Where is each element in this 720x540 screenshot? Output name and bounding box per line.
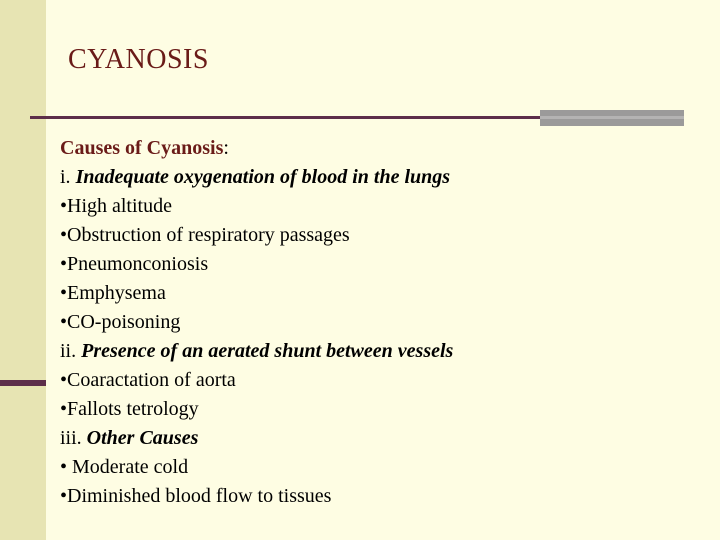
list-item: •Diminished blood flow to tissues	[60, 485, 332, 507]
sidebar-accent-bar	[0, 380, 46, 386]
list-item: •High altitude	[60, 195, 172, 217]
group-heading-text: Presence of an aerated shunt between vessels	[81, 340, 454, 362]
left-sidebar-band	[0, 0, 46, 540]
group-heading-text: Inadequate oxygenation of blood in the lungs	[75, 166, 451, 188]
group-heading-1	[60, 163, 700, 192]
list-item: •Pneumonconiosis	[60, 253, 209, 275]
causes-heading: Causes of Cyanosis	[60, 137, 224, 159]
group-heading-text: Other Causes	[86, 427, 199, 449]
list-item: •Fallots tetrology	[60, 398, 199, 420]
title-divider-grey-line	[540, 116, 684, 119]
group-prefix: ii.	[60, 340, 82, 362]
group-prefix: i.	[60, 166, 76, 188]
slide-title: CYANOSIS	[68, 44, 209, 75]
title-divider	[30, 116, 540, 119]
slide-body	[60, 134, 700, 511]
list-item: •Emphysema	[60, 282, 166, 304]
causes-heading-line	[60, 134, 700, 163]
list-item: •Obstruction of respiratory passages	[60, 224, 350, 246]
group-heading-2	[60, 337, 700, 366]
list-item: •Coaractation of aorta	[60, 369, 236, 391]
group-prefix: iii.	[60, 427, 87, 449]
group-heading-3	[60, 424, 700, 453]
list-item: • Moderate cold	[60, 456, 189, 478]
list-item: •CO-poisoning	[60, 311, 181, 333]
causes-colon: :	[223, 137, 229, 159]
